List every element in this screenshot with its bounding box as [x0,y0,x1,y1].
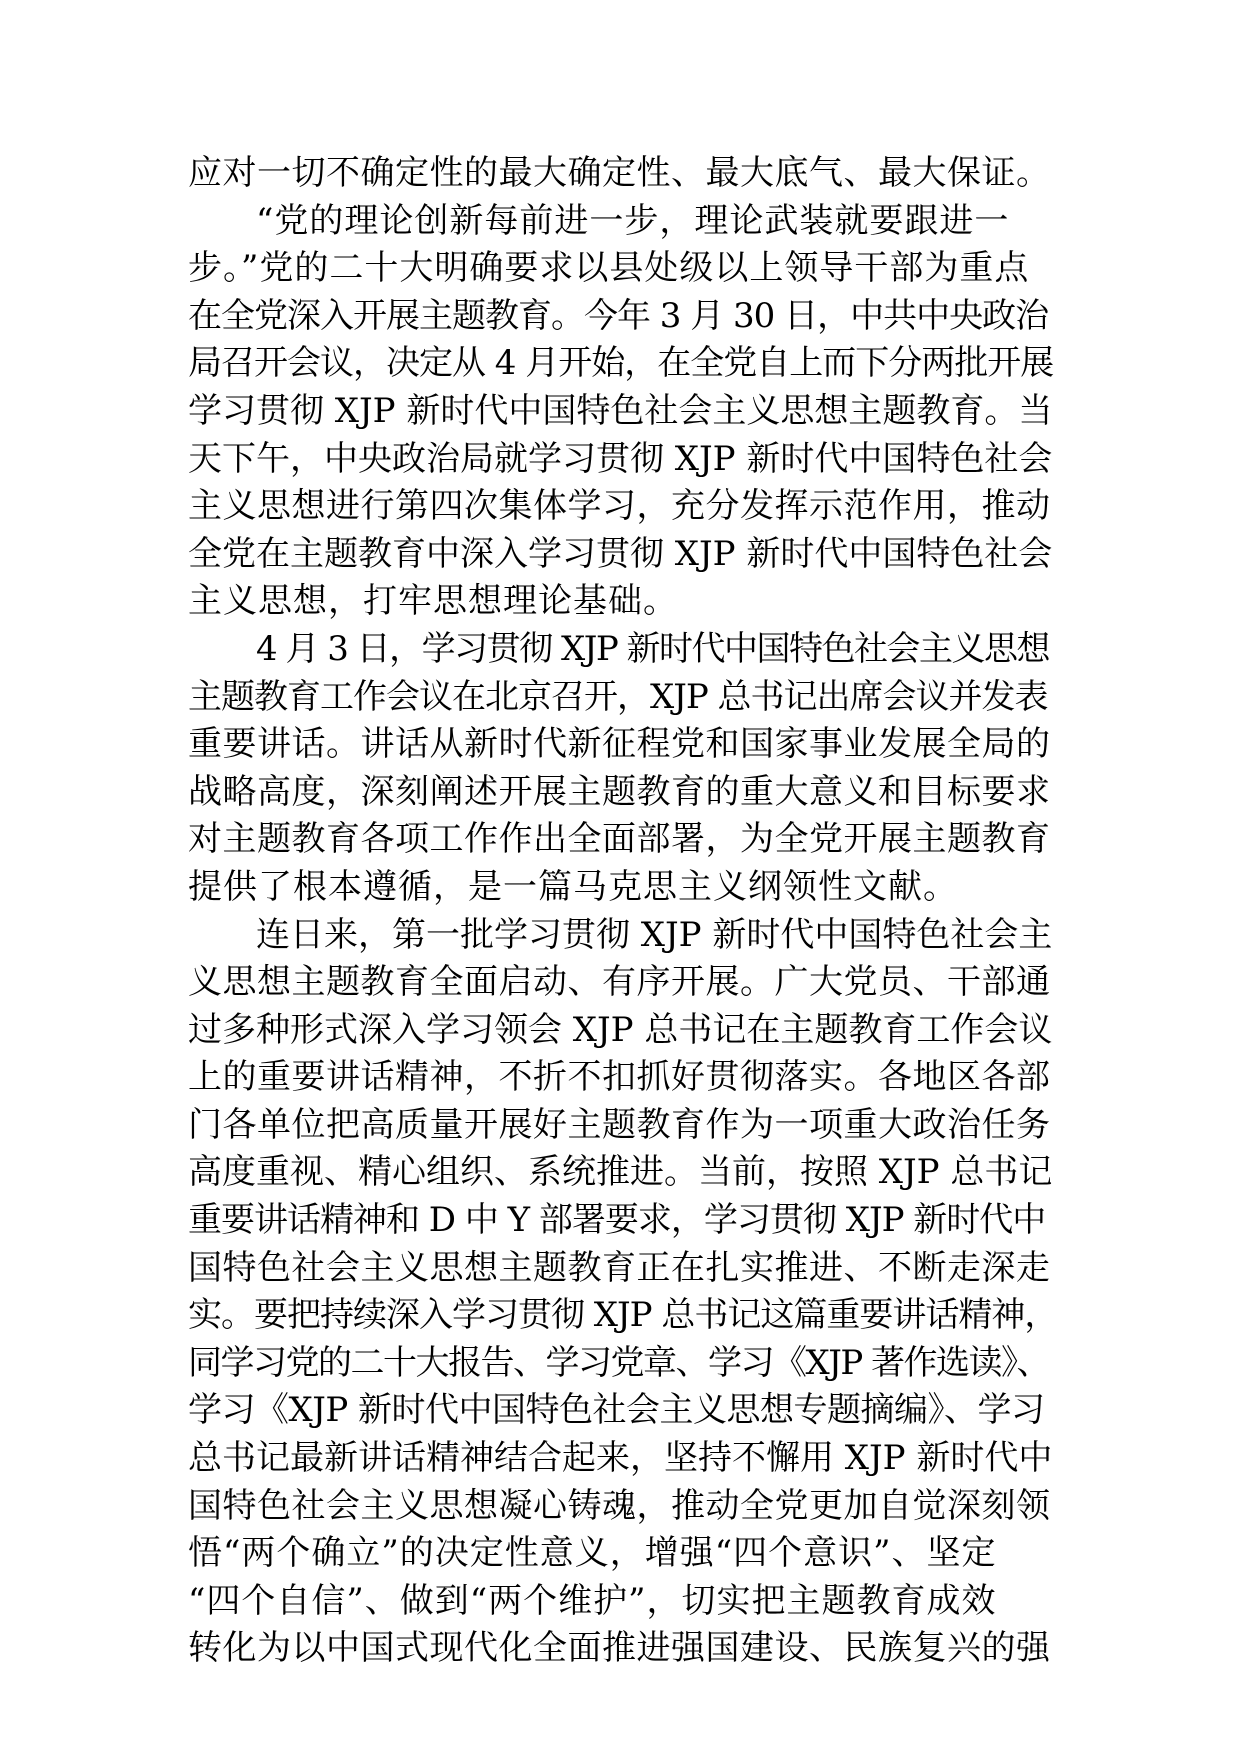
text-line: 转化为以中国式现代化全面推进强国建设、民族复兴的强 [188,1628,1051,1669]
text-line: 重要讲话。讲话从新时代新征程党和国家事业发展全局的 [188,724,1051,765]
text-line: 实。要把持续深入学习贯彻 XJP 总书记这篇重要讲话精神， [188,1295,1058,1336]
text-line: 主义思想进行第四次集体学习，充分发挥示范作用，推动 [188,486,1051,527]
document-body [188,150,1058,1673]
text-line: “四个自信”、做到“两个维护”，切实把主题教育成效 [188,1580,997,1621]
text-line: “党的理论创新每前进一步，理论武装就要跟进一 [256,200,1010,241]
text-line: 悟“两个确立”的决定性意义，增强“四个意识”、坚定 [188,1533,997,1574]
text-line: 步。”党的二十大明确要求以县处级以上领导干部为重点 [188,248,1030,289]
text-line: 连日来，第一批学习贯彻 XJP 新时代中国特色社会主 [256,914,1053,955]
text-line: 局召开会议，决定从 4 月开始，在全党自上而下分两批开展 [188,343,1054,384]
text-line: 学习《XJP 新时代中国特色社会主义思想专题摘编》、学习 [188,1390,1045,1431]
text-line: 战略高度，深刻阐述开展主题教育的重大意义和目标要求 [188,771,1051,812]
text-line: 主义思想，打牢思想理论基础。 [188,581,678,622]
text-line: 全党在主题教育中深入学习贯彻 XJP 新时代中国特色社会 [188,533,1053,574]
text-line: 在全党深入开展主题教育。今年 3 月 30 日，中共中央政治 [188,295,1049,336]
text-line: 主题教育工作会议在北京召开，XJP 总书记出席会议并发表 [188,676,1048,717]
text-line: 同学习党的二十大报告、学习党章、学习《XJP 著作选读》、 [188,1342,1050,1383]
text-line: 义思想主题教育全面启动、有序开展。广大党员、干部通 [188,962,1051,1003]
text-line: 高度重视、精心组织、系统推进。当前，按照 XJP 总书记 [188,1152,1053,1193]
text-line: 学习贯彻 XJP 新时代中国特色社会主义思想主题教育。当 [188,390,1053,431]
text-line: 上的重要讲话精神，不折不扣抓好贯彻落实。各地区各部 [188,1057,1051,1098]
text-line: 应对一切不确定性的最大确定性、最大底气、最大保证。 [188,153,1051,193]
text-line: 国特色社会主义思想主题教育正在扎实推进、不断走深走 [188,1247,1051,1288]
text-line: 提供了根本遵循，是一篇马克思主义纲领性文献。 [188,866,958,907]
text-line: 重要讲话精神和 D 中 Y 部署要求，学习贯彻 XJP 新时代中 [188,1200,1046,1241]
text-line: 天下午，中央政治局就学习贯彻 XJP 新时代中国特色社会 [188,438,1053,479]
text-line: 4 月 3 日，学习贯彻 XJP 新时代中国特色社会主义思想 [256,628,1050,669]
text-line: 总书记最新讲话精神结合起来，坚持不懈用 XJP 新时代中 [188,1438,1053,1479]
text-line: 对主题教育各项工作作出全面部署，为全党开展主题教育 [188,819,1051,860]
text-line: 门各单位把高质量开展好主题教育作为一项重大政治任务 [188,1104,1051,1145]
text-line: 国特色社会主义思想凝心铸魂，推动全党更加自觉深刻领 [188,1485,1051,1526]
text-line: 过多种形式深入学习领会 XJP 总书记在主题教育工作会议 [188,1009,1053,1050]
